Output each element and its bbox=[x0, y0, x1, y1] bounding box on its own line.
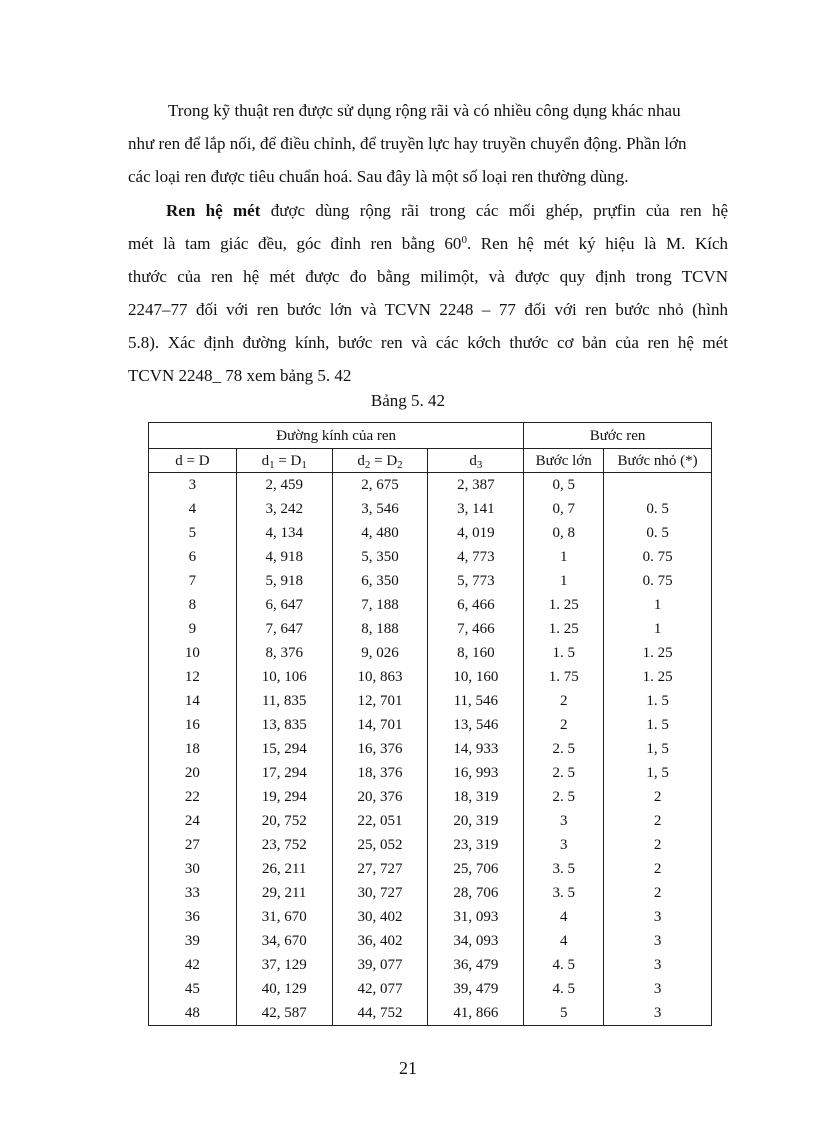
table-cell: 34, 670 bbox=[236, 929, 332, 953]
table-cell: 7, 188 bbox=[332, 593, 428, 617]
table-cell: 2 bbox=[604, 833, 712, 857]
table-cell: 6, 647 bbox=[236, 593, 332, 617]
intro-line-3: các loại ren được tiêu chuẩn hoá. Sau đây là một số loại ren thường dùng. bbox=[128, 167, 629, 186]
table-cell: 1 bbox=[524, 545, 604, 569]
table-cell: 8 bbox=[149, 593, 237, 617]
table-cell: 20, 319 bbox=[428, 809, 524, 833]
table-cell: 27 bbox=[149, 833, 237, 857]
table-cell: 30, 402 bbox=[332, 905, 428, 929]
table-cell: 2 bbox=[524, 713, 604, 737]
table-cell: 11, 546 bbox=[428, 689, 524, 713]
table-row bbox=[149, 953, 712, 977]
table-cell: 7 bbox=[149, 569, 237, 593]
table-cell: 4. 5 bbox=[524, 977, 604, 1001]
table-cell: 2 bbox=[604, 785, 712, 809]
table-cell: 2 bbox=[604, 857, 712, 881]
table-cell: 8, 376 bbox=[236, 641, 332, 665]
table-cell: 3 bbox=[604, 929, 712, 953]
table-cell: 3. 5 bbox=[524, 857, 604, 881]
table-cell: 14, 933 bbox=[428, 737, 524, 761]
table-cell: 16 bbox=[149, 713, 237, 737]
bold-lead-term: Ren hệ mét bbox=[166, 201, 261, 220]
table-cell: 2. 5 bbox=[524, 761, 604, 785]
table-cell: 1 bbox=[604, 593, 712, 617]
table-cell: 4, 134 bbox=[236, 521, 332, 545]
table-cell: 24 bbox=[149, 809, 237, 833]
table-cell: 31, 670 bbox=[236, 905, 332, 929]
table-cell: 2, 459 bbox=[236, 473, 332, 498]
table-cell: 20, 376 bbox=[332, 785, 428, 809]
table-row bbox=[149, 857, 712, 881]
diameter-group-header: Đường kính của ren bbox=[149, 423, 524, 449]
table-cell: 3 bbox=[604, 977, 712, 1001]
table-row bbox=[149, 977, 712, 1001]
metric-line-4: 2247–77 đối với ren bước lớn và TCVN 2248 – 77 đối với ren bước nhỏ (hình bbox=[128, 300, 728, 319]
table-cell: 5, 918 bbox=[236, 569, 332, 593]
table-cell: 3 bbox=[149, 473, 237, 498]
table-cell: 1, 5 bbox=[604, 737, 712, 761]
pitch-group-header: Bước ren bbox=[524, 423, 712, 449]
table-cell: 27, 727 bbox=[332, 857, 428, 881]
col-header-d2: $d_2 = D_2$ bbox=[332, 449, 428, 473]
table-cell: 3 bbox=[604, 1001, 712, 1026]
table-cell: 4. 5 bbox=[524, 953, 604, 977]
table-cell: 10 bbox=[149, 641, 237, 665]
table-cell: 1. 25 bbox=[604, 665, 712, 689]
intro-line-1: Trong kỹ thuật ren được sử dụng rộng rãi và có nhiều công dụng khác nhau bbox=[168, 101, 681, 120]
table-cell: 33 bbox=[149, 881, 237, 905]
table-cell: 42, 587 bbox=[236, 1001, 332, 1026]
table-cell: 15, 294 bbox=[236, 737, 332, 761]
table-cell: 36, 402 bbox=[332, 929, 428, 953]
table-group-header-row bbox=[149, 423, 712, 449]
table-row bbox=[149, 761, 712, 785]
table-cell: 16, 993 bbox=[428, 761, 524, 785]
table-cell: 0, 5 bbox=[524, 473, 604, 498]
table-row bbox=[149, 1001, 712, 1026]
table-cell: 1. 5 bbox=[604, 689, 712, 713]
table-cell: 37, 129 bbox=[236, 953, 332, 977]
table-cell: 1. 25 bbox=[524, 617, 604, 641]
table-cell: 34, 093 bbox=[428, 929, 524, 953]
table-cell: 4 bbox=[524, 929, 604, 953]
table-cell: 8, 188 bbox=[332, 617, 428, 641]
table-cell: 28, 706 bbox=[428, 881, 524, 905]
thread-table bbox=[148, 422, 712, 1026]
table-row bbox=[149, 545, 712, 569]
table-cell: 12, 701 bbox=[332, 689, 428, 713]
table-cell: 6, 466 bbox=[428, 593, 524, 617]
table-cell: 3 bbox=[604, 905, 712, 929]
table-cell: 3 bbox=[604, 953, 712, 977]
table-cell: 10, 160 bbox=[428, 665, 524, 689]
table-cell: 42, 077 bbox=[332, 977, 428, 1001]
table-cell: 31, 093 bbox=[428, 905, 524, 929]
table-cell: 1. 5 bbox=[604, 713, 712, 737]
table-cell: 22, 051 bbox=[332, 809, 428, 833]
table-cell: 18, 319 bbox=[428, 785, 524, 809]
table-row bbox=[149, 929, 712, 953]
table-cell: 2. 5 bbox=[524, 737, 604, 761]
table-cell: 23, 752 bbox=[236, 833, 332, 857]
table-cell: 6, 350 bbox=[332, 569, 428, 593]
table-cell: 5, 350 bbox=[332, 545, 428, 569]
table-cell: 4, 918 bbox=[236, 545, 332, 569]
table-cell: 7, 466 bbox=[428, 617, 524, 641]
table-row bbox=[149, 521, 712, 545]
metric-line-3: thước của ren hệ mét được đo bằng milimột, và được quy định trong TCVN bbox=[128, 267, 728, 286]
table-row bbox=[149, 497, 712, 521]
table-cell bbox=[604, 473, 712, 498]
table-cell: 41, 866 bbox=[428, 1001, 524, 1026]
table-cell: 11, 835 bbox=[236, 689, 332, 713]
table-caption: Bảng 5. 42 bbox=[370, 391, 446, 410]
table-cell: 25, 706 bbox=[428, 857, 524, 881]
table-cell: 0. 75 bbox=[604, 545, 712, 569]
table-cell: 20 bbox=[149, 761, 237, 785]
table-cell: 0. 75 bbox=[604, 569, 712, 593]
table-row bbox=[149, 641, 712, 665]
table-cell: 14 bbox=[149, 689, 237, 713]
table-cell: 18 bbox=[149, 737, 237, 761]
table-cell: 1 bbox=[604, 617, 712, 641]
table-cell: 4, 019 bbox=[428, 521, 524, 545]
table-row bbox=[149, 833, 712, 857]
table-cell: 45 bbox=[149, 977, 237, 1001]
table-cell: 2. 5 bbox=[524, 785, 604, 809]
col-header-fine-pitch: Bước nhỏ (*) bbox=[604, 449, 712, 473]
table-row bbox=[149, 665, 712, 689]
table-row bbox=[149, 689, 712, 713]
table-cell: 4 bbox=[149, 497, 237, 521]
table-row bbox=[149, 569, 712, 593]
table-cell: 13, 835 bbox=[236, 713, 332, 737]
table-cell: 10, 863 bbox=[332, 665, 428, 689]
metric-line-5: 5.8). Xác định đường kính, bước ren và các kớch thước cơ bản của ren hệ mét bbox=[128, 333, 728, 352]
col-header-coarse-pitch: Bước lớn bbox=[524, 449, 604, 473]
table-cell: 42 bbox=[149, 953, 237, 977]
table-cell: 1. 25 bbox=[524, 593, 604, 617]
table-cell: 5, 773 bbox=[428, 569, 524, 593]
table-row bbox=[149, 785, 712, 809]
table-row bbox=[149, 905, 712, 929]
table-cell: 18, 376 bbox=[332, 761, 428, 785]
table-cell: 25, 052 bbox=[332, 833, 428, 857]
table-cell: 30 bbox=[149, 857, 237, 881]
page-number: 21 bbox=[399, 1058, 417, 1078]
table-cell: 12 bbox=[149, 665, 237, 689]
intro-paragraph bbox=[128, 94, 728, 193]
table-cell: 13, 546 bbox=[428, 713, 524, 737]
table-cell: 3 bbox=[524, 809, 604, 833]
table-row bbox=[149, 713, 712, 737]
table-cell: 2 bbox=[524, 689, 604, 713]
intro-line-2: như ren để lắp nối, để điều chỉnh, để truyền lực hay truyền chuyển động. Phần lớn bbox=[128, 134, 687, 153]
table-cell: 3 bbox=[524, 833, 604, 857]
table-cell: 9 bbox=[149, 617, 237, 641]
table-cell: 3, 141 bbox=[428, 497, 524, 521]
table-row bbox=[149, 617, 712, 641]
table-cell: 0. 5 bbox=[604, 497, 712, 521]
metric-line-6: TCVN 2248_ 78 xem bảng 5. 42 bbox=[128, 366, 352, 385]
table-cell: 30, 727 bbox=[332, 881, 428, 905]
table-cell: 10, 106 bbox=[236, 665, 332, 689]
table-cell: 1, 5 bbox=[604, 761, 712, 785]
table-cell: 4, 773 bbox=[428, 545, 524, 569]
table-cell: 5 bbox=[149, 521, 237, 545]
table-cell: 20, 752 bbox=[236, 809, 332, 833]
table-cell: 4, 480 bbox=[332, 521, 428, 545]
table-row bbox=[149, 809, 712, 833]
col-header-d: d = D bbox=[149, 449, 237, 473]
col-header-d1: $d_1 = D_1$ bbox=[236, 449, 332, 473]
table-cell: 14, 701 bbox=[332, 713, 428, 737]
table-cell: 2, 387 bbox=[428, 473, 524, 498]
table-row bbox=[149, 593, 712, 617]
table-cell: 2 bbox=[604, 809, 712, 833]
table-cell: 23, 319 bbox=[428, 833, 524, 857]
table-cell: 1. 25 bbox=[604, 641, 712, 665]
table-cell: 2 bbox=[604, 881, 712, 905]
table-cell: 8, 160 bbox=[428, 641, 524, 665]
table-row bbox=[149, 881, 712, 905]
table-cell: 36 bbox=[149, 905, 237, 929]
table-row bbox=[149, 473, 712, 498]
col-header-d3: $d_3$ bbox=[428, 449, 524, 473]
table-cell: 0, 8 bbox=[524, 521, 604, 545]
table-cell: 16, 376 bbox=[332, 737, 428, 761]
table-cell: 22 bbox=[149, 785, 237, 809]
table-cell: 6 bbox=[149, 545, 237, 569]
metric-line-1: Ren hệ mét được dùng rộng rãi trong các mối ghép, prựfin của ren hệ bbox=[166, 201, 728, 220]
metric-thread-paragraph bbox=[128, 194, 728, 392]
table-cell: 1. 5 bbox=[524, 641, 604, 665]
table-cell: 4 bbox=[524, 905, 604, 929]
table-cell: 9, 026 bbox=[332, 641, 428, 665]
table-cell: 39 bbox=[149, 929, 237, 953]
table-cell: 17, 294 bbox=[236, 761, 332, 785]
table-cell: 44, 752 bbox=[332, 1001, 428, 1026]
table-cell: 3. 5 bbox=[524, 881, 604, 905]
table-cell: 29, 211 bbox=[236, 881, 332, 905]
table-column-header-row bbox=[149, 449, 712, 473]
table-cell: 39, 077 bbox=[332, 953, 428, 977]
table-cell: 39, 479 bbox=[428, 977, 524, 1001]
table-cell: 19, 294 bbox=[236, 785, 332, 809]
table-cell: 40, 129 bbox=[236, 977, 332, 1001]
metric-line-2: mét là tam giác đều, góc đỉnh ren bằng $60^0$. Ren hệ mét ký hiệu là M. Kích bbox=[128, 234, 728, 253]
table-cell: 3, 242 bbox=[236, 497, 332, 521]
table-cell: 48 bbox=[149, 1001, 237, 1026]
table-cell: 36, 479 bbox=[428, 953, 524, 977]
table-cell: 1 bbox=[524, 569, 604, 593]
table-body bbox=[149, 473, 712, 1026]
table-cell: 7, 647 bbox=[236, 617, 332, 641]
table-cell: 2, 675 bbox=[332, 473, 428, 498]
table-cell: 5 bbox=[524, 1001, 604, 1026]
table-cell: 1. 75 bbox=[524, 665, 604, 689]
table-cell: 26, 211 bbox=[236, 857, 332, 881]
table-row bbox=[149, 737, 712, 761]
table-cell: 3, 546 bbox=[332, 497, 428, 521]
table-cell: 0, 7 bbox=[524, 497, 604, 521]
table-cell: 0. 5 bbox=[604, 521, 712, 545]
